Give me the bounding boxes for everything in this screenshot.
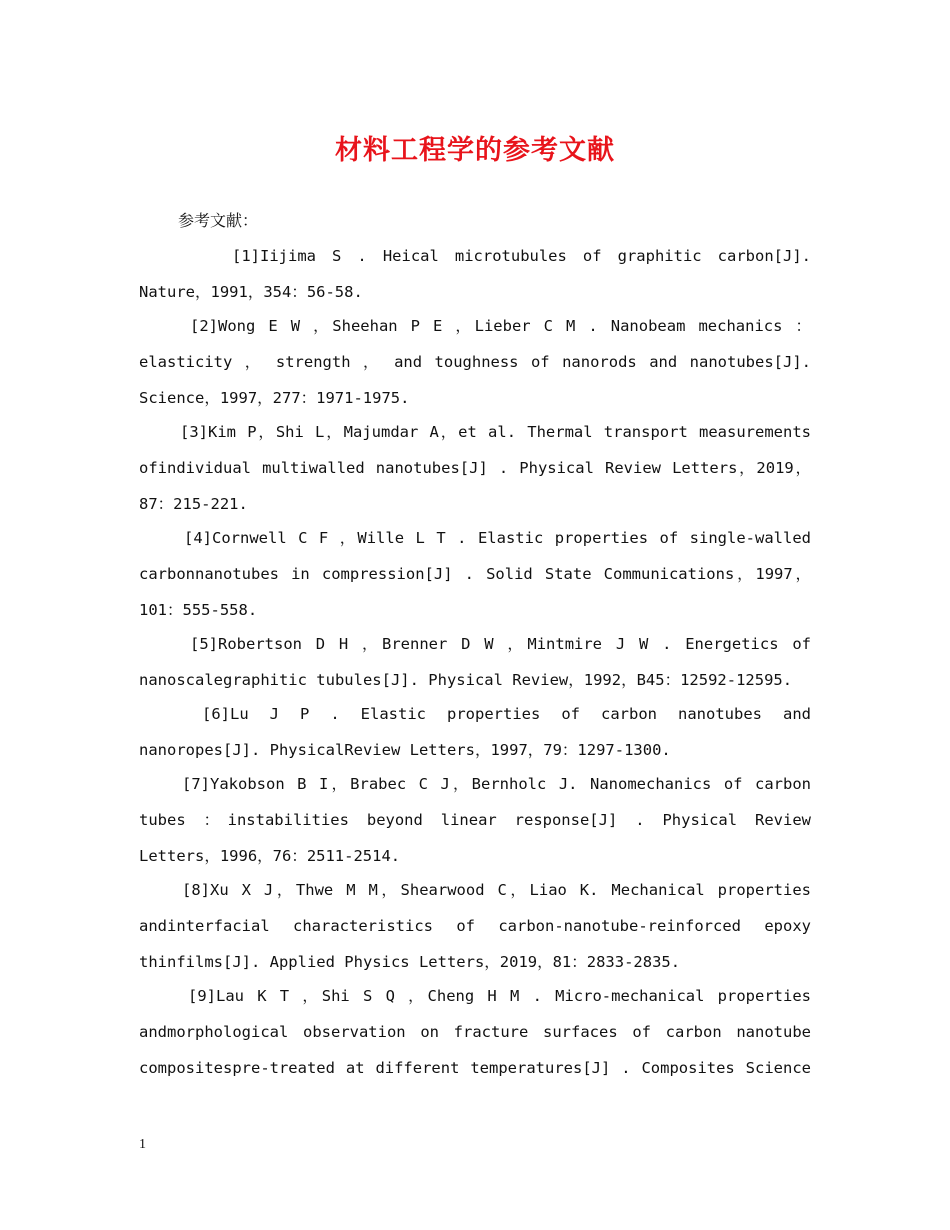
reference-item: [4]Cornwell C F ，Wille L T . Elastic properties of single-walled carbonnanotubes in compression[J] . Solid State Communications，1997，101：555-558. xyxy=(139,529,811,619)
reference-item: [6]Lu J P . Elastic properties of carbon nanotubes and nanoropes[J]. PhysicalReview Letters，1997，79：1297-1300. xyxy=(139,705,811,759)
reference-list xyxy=(139,238,811,1084)
reference-item: [5]Robertson D H ，Brenner D W ，Mintmire J W . Energetics of nanoscalegraphitic tubules[J]. Physical Review，1992，B45：12592-12595. xyxy=(139,635,811,689)
reference-item: [1]Iijima S . Heical microtubules of graphitic carbon[J]. Nature，1991，354：56-58. xyxy=(139,247,811,301)
references-heading: 参考文献： xyxy=(178,211,259,230)
reference-item: [2]Wong E W ，Sheehan P E ，Lieber C M . Nanobeam mechanics ：elasticity ， strength ， and toughness of nanorods and nanotubes[J]. Science，1997，277：1971-1975. xyxy=(139,317,811,407)
document-title: 材料工程学的参考文献 xyxy=(335,135,615,166)
page-number: 1 xyxy=(139,1137,146,1152)
reference-item: [8]Xu X J，Thwe M M，Shearwood C，Liao K. Mechanical properties andinterfacial characteristics of carbon-nanotube-reinforced epoxy thinfilms[J]. Applied Physics Letters，2019，81：2833-2835. xyxy=(139,881,811,971)
reference-item: [7]Yakobson B I，Brabec C J，Bernholc J. Nanomechanics of carbon tubes ：instabilities beyond linear response[J] . Physical Review Letters，1996，76：2511-2514. xyxy=(139,775,811,865)
reference-item: [9]Lau K T ，Shi S Q ，Cheng H M . Micro-mechanical properties andmorphological observation on fracture surfaces of carbon nanotube compositespre-treated at different temperatures[J] . Composites Science xyxy=(139,987,811,1077)
reference-item: [3]Kim P，Shi L，Majumdar A，et al. Thermal transport measurements ofindividual multiwalled nanotubes[J] . Physical Review Letters，2019，87：215-221. xyxy=(139,423,811,513)
